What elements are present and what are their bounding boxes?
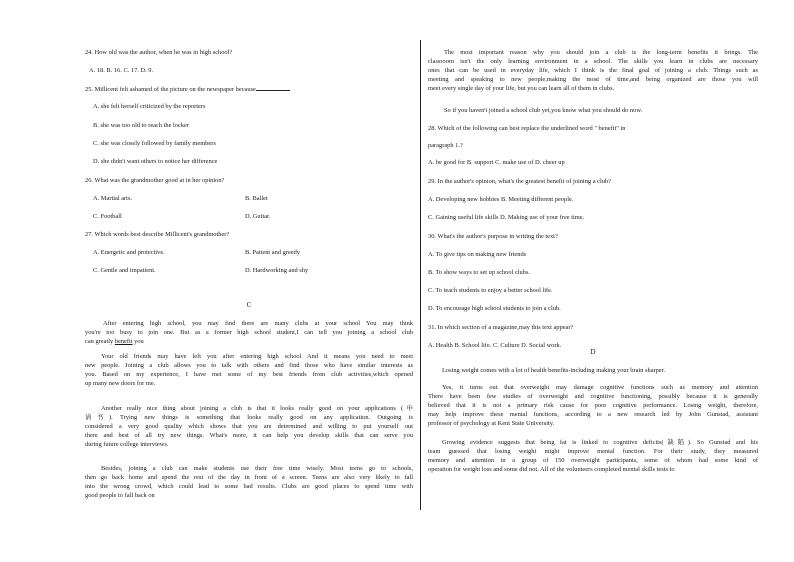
- paraD2-line-4: may help improve these mental functions, according to a new research led by John Gunstad, assistant: [428, 411, 758, 418]
- para4-line-4: good people to fall back on: [85, 492, 155, 499]
- q24-options: A. 18. B. 16. C. 17. D. 9.: [89, 67, 154, 74]
- para5-line-4: meeting and speaking to new people,making the most of time,and being organized are those you will: [428, 76, 758, 83]
- paraD2-line-5: professor of psychology at Kent State University.: [428, 420, 555, 427]
- q26-option-a: A. Martial arts.: [93, 195, 133, 202]
- q27-option-d: D. Hardworking and shy: [245, 267, 309, 274]
- para6: So if you haven't joined a school club yet,you know what you should do now.: [444, 107, 643, 114]
- q25-option-d: D. she didn't want others to notice her difference: [93, 158, 218, 165]
- q28-stem-cont: paragraph 1.?: [428, 142, 463, 149]
- q31-stem: 31. In which section of a magazine,may this text appear?: [428, 324, 574, 331]
- paraD3-line-2: team guessed that losing weight might improve mental function. For their study, they measured: [428, 448, 758, 455]
- paraD3-line-4: operation for weight loss and some did not. All of the volunteers completed mental skills tests to: [428, 466, 675, 473]
- para5-line-5: meet every single day of your life, but you can learn all of them in clubs.: [428, 85, 615, 92]
- paraD2-line-2: There have been few studies of overweight and cognitive functioning, possibly because it is generally: [428, 393, 758, 400]
- q27-options-row-2: [85, 266, 413, 276]
- para4-line-3: into the wrong crowd, which could lead to some bad results. Clubs are good places to spend time with: [85, 483, 413, 490]
- q27-option-b: B. Patient and greedy: [245, 249, 301, 256]
- q25-option-c: C. she was closely followed by family members: [93, 140, 216, 147]
- q30-option-a: A. To give tips on making new friends: [428, 251, 527, 258]
- paraD3-line-1: Growing evidence suggests that being fat is linked to cognitive deficits(缺陷). So Gunstad and his: [442, 439, 758, 446]
- para5-line-1: The most important reason why you should join a club is the long-term benefits it brings. The: [444, 49, 758, 56]
- para2-line-2: new people. Joining a club allows you to talk with others and find those who have similar interests as: [85, 362, 413, 369]
- q26-options-row-2: [85, 212, 413, 222]
- para1-line-1: After entering high school, you may find there are many clubs at your school You may think: [103, 320, 413, 327]
- q26-option-c: C. Football: [93, 213, 122, 220]
- q24-stem: 24. How old was the author, when he was in high school?: [85, 49, 233, 56]
- para5-line-3: ones that can be used in everyday life, which I think is the final goal of joining a club. Things such as: [428, 67, 758, 74]
- para3-line-1: Another really nice thing about joining a club is that it looks really good on your applications (申: [101, 405, 413, 412]
- para4-line-1: Besides, joining a club can make students use their free time wisely. Most teens go to schools,: [101, 465, 413, 472]
- q31-options: A. Health B. School life. C. Culture D. Social work.: [428, 342, 562, 349]
- q30-option-b: B. To show ways to set up school clubs.: [428, 269, 531, 276]
- paraD2-line-1: Yes, it turns out that overweight may damage cognitive functions such as memory and attention: [442, 384, 758, 391]
- para5-line-2: classroom isn't the only learning environment in a school. The skills you learn in clubs are necessary: [428, 58, 758, 65]
- q26-options-row-1: [85, 194, 413, 204]
- q30-stem: 30. What's the author's purpose in writing the text?: [428, 233, 558, 240]
- q30-option-c: C. To teach students to enjoy a better school life.: [428, 287, 553, 294]
- para3-line-4: there and best of all try new things. What's more, it can help you develop skills that can serve you: [85, 432, 413, 439]
- q25-stem: 25. Millicent felt ashamed of the picture on the newspaper because: [85, 84, 290, 94]
- para3-line-3: considered a very good quality which shows that you are determined and willing to put yourself out: [85, 423, 413, 430]
- column-divider: [420, 40, 421, 510]
- paraD1: Losing weight comes with a lot of health benefits-including making your brain sharper.: [442, 367, 666, 374]
- para1-line-3: can greatly benefit you: [85, 338, 144, 345]
- para3-line-5: during future college interviews.: [85, 441, 169, 448]
- underlined-word-benefit: benefit: [114, 338, 133, 345]
- q25-option-a: A. she felt herself criticized by the reporters: [93, 103, 206, 110]
- q27-option-c: C. Gentle and impatient.: [93, 267, 156, 274]
- q28-options: A. be good for B. support C. make use of D. cheer up: [428, 159, 565, 166]
- q26-option-d: D. Guitar.: [245, 213, 271, 220]
- para2-line-4: up many new doors for me.: [85, 380, 156, 387]
- paraD3-line-3: memory and attention in a group of 150 overweight participants, some of whom had some kind of: [428, 457, 758, 464]
- answer-blank: [256, 84, 290, 91]
- q30-option-d: D. To encourage high school students to join a club.: [428, 305, 561, 312]
- section-c-heading: C: [246, 301, 252, 309]
- section-d-heading: D: [590, 348, 596, 356]
- q25-option-b: B. she was too old to reach the locker: [93, 122, 190, 129]
- para3-line-2: 请书). Trying new things is something that looks really good on any application. Outgoing is: [85, 414, 413, 421]
- q29-options-row-2: C. Gaining useful life skills D. Making use of your free time.: [428, 214, 585, 221]
- q26-stem: 26. What was the grandmother good at in her opinion?: [85, 177, 225, 184]
- para2-line-3: you. Based on my experience, I have met some of my best friends from club activities,which opened: [85, 371, 413, 378]
- para1-line-2: you're too busy to join one. But as a former high school student,I can tell you joining a school club: [85, 329, 413, 336]
- para4-line-2: then go back home and spend the rest of the day in front of a screen. Teens are also very likely to fall: [85, 474, 413, 481]
- q27-options-row-1: [85, 248, 413, 258]
- para2-line-1: Your old friends may have left you after entering high school And it means you need to meet: [101, 353, 413, 360]
- paraD2-line-3: believed that it is not a primary risk cause for poor cognitive performance. Losing weight, therefore,: [428, 402, 758, 409]
- q28-stem: 28. Which of the following can best replace the underlined word " benefit" in: [428, 125, 626, 132]
- q29-options-row-1: A. Developing new hobbies B. Meeting different people.: [428, 196, 574, 203]
- q26-option-b: B. Ballet: [245, 195, 268, 202]
- q27-stem: 27. Which words best describe Millicent's grandmother?: [85, 231, 230, 238]
- q29-stem: 29. In the author's opinion, what's the greatest benefit of joining a club?: [428, 178, 611, 185]
- q27-option-a: A. Energetic and protective.: [93, 249, 165, 256]
